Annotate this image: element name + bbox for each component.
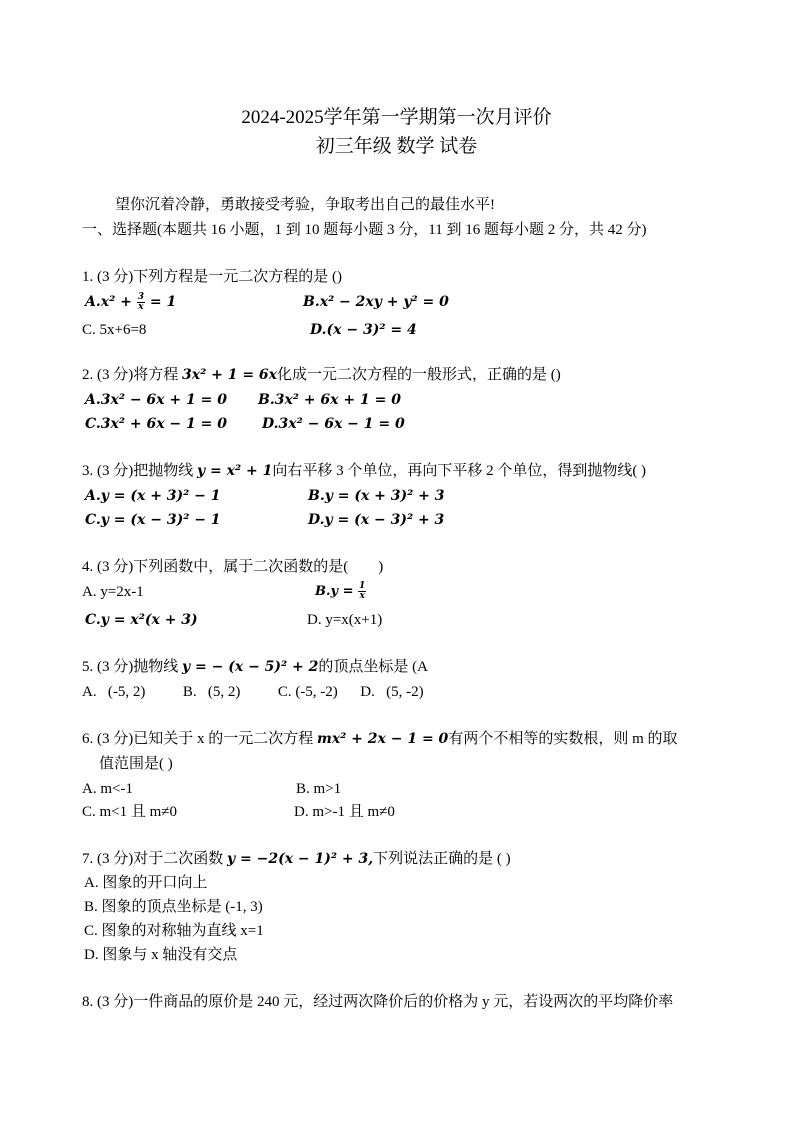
- q2-stem: [82, 365, 561, 385]
- q6-stem-post: 有两个不相等的实数根，则 m 的取: [448, 731, 678, 747]
- q1-option-c: C. 5x+6=8: [82, 322, 147, 338]
- q4-b-fraction: [358, 582, 366, 601]
- page-subtitle: 初三年级 数学 试卷: [315, 136, 478, 157]
- page-title: 2024-2025学年第一学期第一次月评价: [241, 107, 552, 128]
- q1-a-denominator: x: [138, 301, 144, 312]
- q3-stem: [82, 461, 646, 481]
- q7-stem-math: y = −2(x − 1)² + 3,: [227, 851, 374, 867]
- q4-b-pre: B.y =: [315, 584, 359, 599]
- section-heading: 一、选择题(本题共 16 小题，1 到 10 题每小题 3 分，11 到 16 题每小题 2 分，共 42 分): [82, 222, 647, 238]
- q6-stem-continued: 值范围是( ): [99, 756, 173, 772]
- q2-stem-post: 化成一元二次方程的一般形式，正确的是 (): [277, 367, 561, 383]
- q8-stem: 8. (3 分)一件商品的原价是 240 元，经过两次降价后的价格为 y 元，若设两次的平均降价率: [82, 994, 674, 1010]
- q6-stem-pre: 6. (3 分)已知关于 x 的一元二次方程: [82, 731, 317, 747]
- q5-stem-math: y = − (x − 5)² + 2: [182, 659, 319, 675]
- q7-option-a: A. 图象的开口向上: [84, 875, 208, 891]
- q3-stem-math: y = x² + 1: [197, 463, 273, 479]
- q7-option-d: D. 图象与 x 轴没有交点: [84, 947, 238, 963]
- q1-a-pre: A.x² +: [85, 294, 137, 310]
- q5-stem-pre: 5. (3 分)抛物线: [82, 659, 182, 675]
- q4-option-a: A. y=2x-1: [82, 584, 144, 600]
- q7-stem-post: 下列说法正确的是 ( ): [373, 851, 511, 867]
- q1-option-a: [85, 292, 176, 312]
- q4-option-c: C.y = x²(x + 3): [85, 612, 198, 628]
- q2-stem-pre: 2. (3 分)将方程: [82, 367, 182, 383]
- q6-option-b: B. m>1: [296, 781, 342, 797]
- q1-a-post: = 1: [144, 294, 177, 310]
- q4-option-d: D. y=x(x+1): [307, 612, 383, 628]
- q4-b-denominator: x: [359, 591, 365, 601]
- q3-option-a: A.y = (x + 3)² − 1: [85, 488, 221, 504]
- q6-option-c: C. m<1 且 m≠0: [82, 804, 178, 820]
- q3-stem-post: 向右平移 3 个单位，再向下平移 2 个单位，得到抛物线( ): [272, 463, 647, 479]
- q2-option-b: B.3x² + 6x + 1 = 0: [258, 392, 401, 408]
- q7-stem-pre: 7. (3 分)对于二次函数: [82, 851, 227, 867]
- q2-option-a: A.3x² − 6x + 1 = 0: [85, 392, 227, 408]
- q7-stem: [82, 849, 511, 869]
- q2-stem-math: 3x² + 1 = 6x: [182, 367, 278, 383]
- q3-option-b: B.y = (x + 3)² + 3: [308, 488, 445, 504]
- q4-stem: 4. (3 分)下列函数中，属于二次函数的是( ): [82, 559, 384, 575]
- q5-stem-post: 的顶点坐标是 (A: [318, 659, 428, 675]
- q7-option-c: C. 图象的对称轴为直线 x=1: [84, 923, 264, 939]
- q1-a-numerator: 3: [137, 291, 144, 302]
- q3-option-d: D.y = (x − 3)² + 3: [308, 512, 445, 528]
- q6-option-d: D. m>-1 且 m≠0: [294, 804, 395, 820]
- q5-options: A. (-5, 2) B. (5, 2) C. (-5, -2) D. (5, -2): [82, 684, 424, 700]
- q5-stem: [82, 657, 428, 677]
- q6-stem-math: mx² + 2x − 1 = 0: [317, 731, 449, 747]
- q1-a-fraction: [137, 293, 145, 312]
- q6-option-a: A. m<-1: [82, 781, 133, 797]
- q4-option-b: [315, 582, 366, 602]
- q4-b-numerator: 1: [359, 581, 366, 591]
- q1-option-d: D.(x − 3)² = 4: [310, 322, 417, 338]
- q3-stem-pre: 3. (3 分)把抛物线: [82, 463, 197, 479]
- motto: 望你沉着冷静，勇敢接受考验，争取考出自己的最佳水平!: [115, 197, 495, 213]
- q2-option-d: D.3x² − 6x − 1 = 0: [262, 416, 405, 432]
- q2-option-c: C.3x² + 6x − 1 = 0: [85, 416, 227, 432]
- q3-option-c: C.y = (x − 3)² − 1: [85, 512, 221, 528]
- q1-option-b: B.x² − 2xy + y² = 0: [303, 294, 449, 310]
- q1-stem: 1. (3 分)下列方程是一元二次方程的是 (): [82, 269, 342, 285]
- q7-option-b: B. 图象的顶点坐标是 (-1, 3): [84, 899, 263, 915]
- q6-stem: [82, 729, 677, 749]
